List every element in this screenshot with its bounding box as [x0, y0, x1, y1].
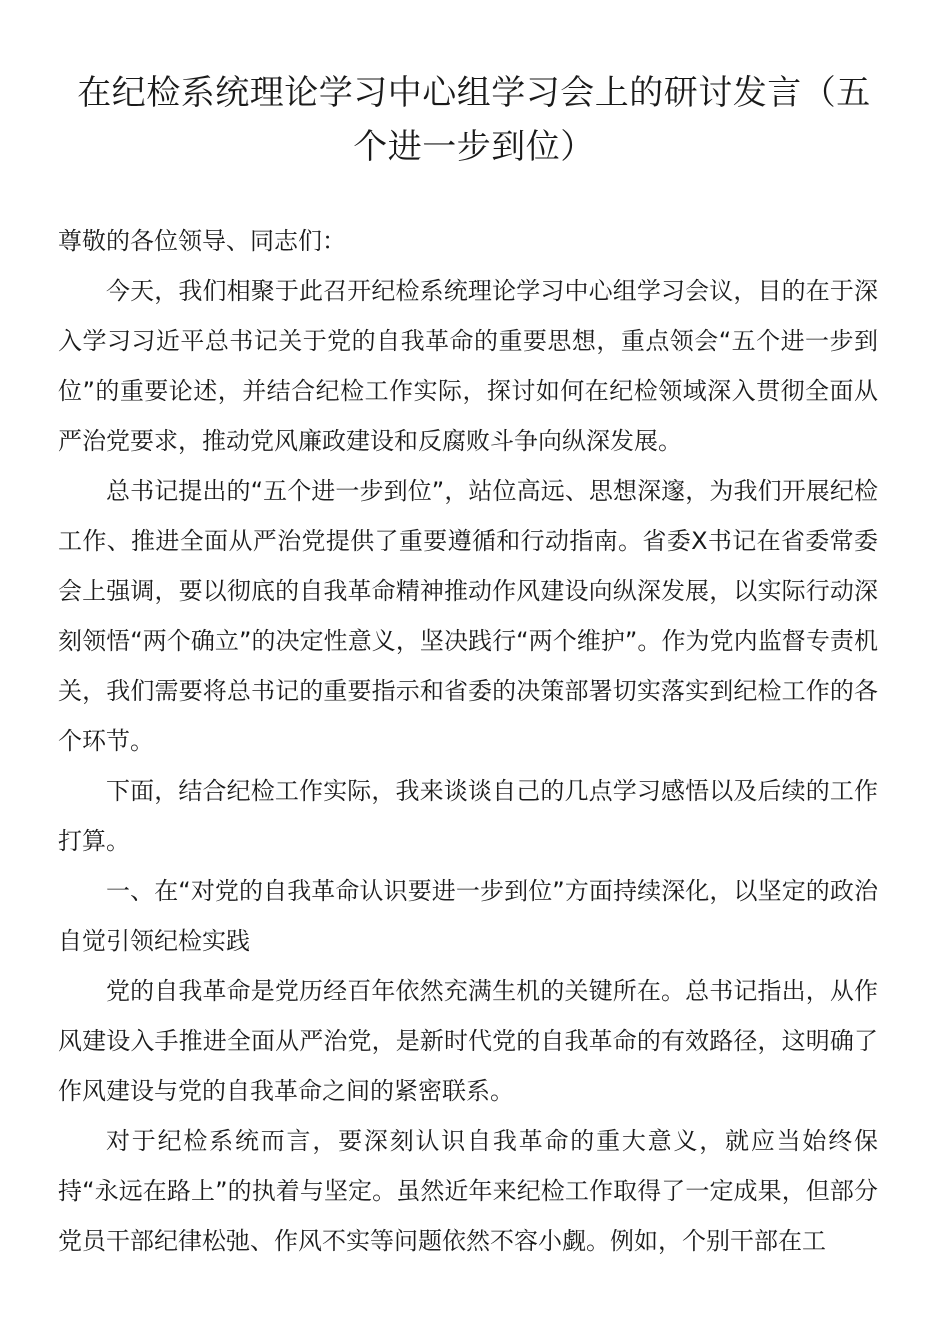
paragraph-discipline-system: 对于纪检系统而言，要深刻认识自我革命的重大意义，就应当始终保持“永远在路上”的执着与坚定。虽然近年来纪检工作取得了一定成果，但部分党员干部纪律松弛、作风不实等问题依然不容小觑。例如，个别干部在工 [58, 1127, 878, 1255]
section-heading-one: 一、在“对党的自我革命认识要进一步到位”方面持续深化，以坚定的政治自觉引领纪检实践 [58, 877, 878, 955]
paragraph-five-steps: 总书记提出的“五个进一步到位”，站位高远、思想深邃，为我们开展纪检工作、推进全面从严治党提供了重要遵循和行动指南。省委X书记在省委常委会上强调，要以彻底的自我革命精神推动作风建设向纵深发展，以实际行动深刻领悟“两个确立”的决定性意义，坚决践行“两个维护”。作为党内监督专责机关，我们需要将总书记的重要指示和省委的决策部署切实落实到纪检工作的各个环节。 [58, 477, 878, 755]
paragraph-self-revolution: 党的自我革命是党历经百年依然充满生机的关键所在。总书记指出，从作风建设入手推进全面从严治党，是新时代党的自我革命的有效路径，这明确了作风建设与党的自我革命之间的紧密联系。 [58, 977, 878, 1105]
document-title: 在纪检系统理论学习中心组学习会上的研讨发言（五个进一步到位） [77, 73, 871, 167]
paragraph-transition: 下面，结合纪检工作实际，我来谈谈自己的几点学习感悟以及后续的工作打算。 [58, 777, 878, 855]
paragraph-opening: 今天，我们相聚于此召开纪检系统理论学习中心组学习会议，目的在于深入学习习近平总书记关于党的自我革命的重要思想，重点领会“五个进一步到位”的重要论述，并结合纪检工作实际，探讨如何在纪检领域深入贯彻全面从严治党要求，推动党风廉政建设和反腐败斗争向纵深发展。 [58, 277, 878, 455]
salutation: 尊敬的各位领导、同志们： [58, 227, 346, 255]
